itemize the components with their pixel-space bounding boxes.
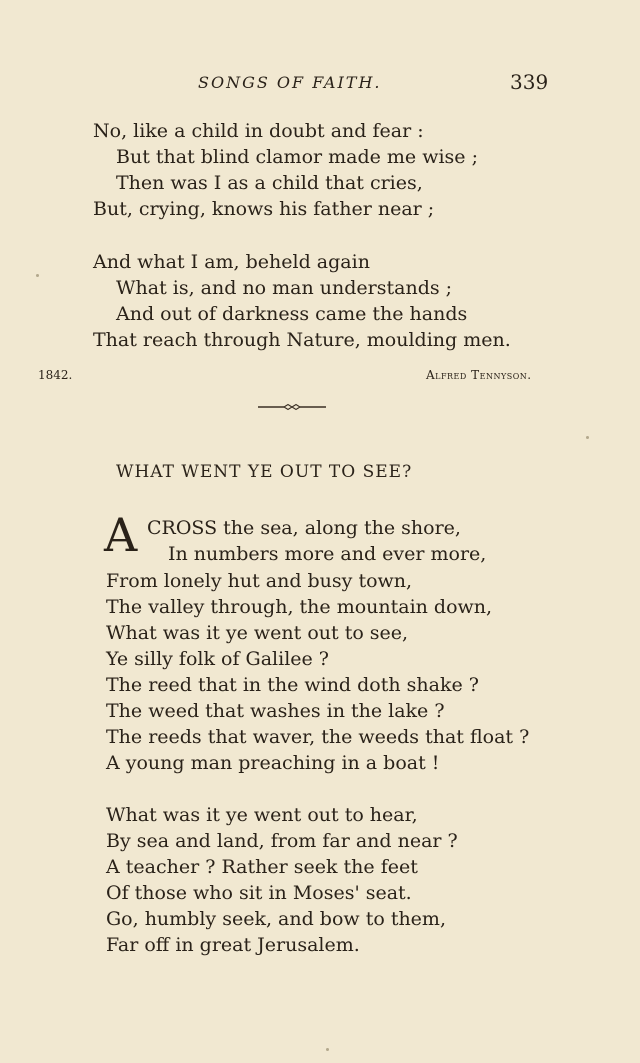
verse-line: The valley through, the mountain down, (106, 596, 493, 618)
paper-speck (36, 274, 39, 277)
drop-cap: A (104, 508, 138, 562)
verse-line: The reed that in the wind doth shake ? (106, 674, 479, 696)
poem-date: 1842. (38, 368, 73, 382)
verse-line: Far off in great Jerusalem. (106, 934, 360, 956)
verse-line: CROSS the sea, along the shore, (147, 517, 461, 539)
verse-line: Ye silly folk of Galilee ? (106, 648, 329, 670)
verse-line: A young man preaching in a boat ! (106, 752, 440, 774)
verse-line: In numbers more and ever more, (168, 543, 487, 565)
verse-line: And out of darkness came the hands (116, 303, 468, 325)
verse-line: Go, humbly seek, and bow to them, (106, 908, 446, 930)
verse-line: What was it ye went out to hear, (106, 804, 418, 826)
ornament-divider-icon (258, 400, 326, 414)
verse-line: And what I am, beheld again (93, 251, 370, 273)
running-header-title: SONGS OF FAITH. (198, 73, 382, 92)
verse-line: The reeds that waver, the weeds that float ? (106, 726, 530, 748)
verse-line: Then was I as a child that cries, (116, 172, 423, 194)
verse-line: From lonely hut and busy town, (106, 570, 413, 592)
page-number: 339 (510, 70, 549, 94)
poem-title: WHAT WENT YE OUT TO SEE? (116, 462, 413, 482)
paper-speck (326, 1048, 329, 1051)
paper-speck (586, 436, 589, 439)
verse-line: Of those who sit in Moses' seat. (106, 882, 412, 904)
verse-line: The weed that washes in the lake ? (106, 700, 445, 722)
verse-line: But, crying, knows his father near ; (93, 198, 435, 220)
verse-line: By sea and land, from far and near ? (106, 830, 458, 852)
verse-line: A teacher ? Rather seek the feet (106, 856, 418, 878)
verse-line: What was it ye went out to see, (106, 622, 409, 644)
poem-author: Alfred Tennyson. (426, 368, 532, 382)
verse-line: What is, and no man understands ; (116, 277, 453, 299)
verse-line: No, like a child in doubt and fear : (93, 120, 424, 142)
verse-line: But that blind clamor made me wise ; (116, 146, 478, 168)
verse-line: That reach through Nature, moulding men. (93, 329, 511, 351)
